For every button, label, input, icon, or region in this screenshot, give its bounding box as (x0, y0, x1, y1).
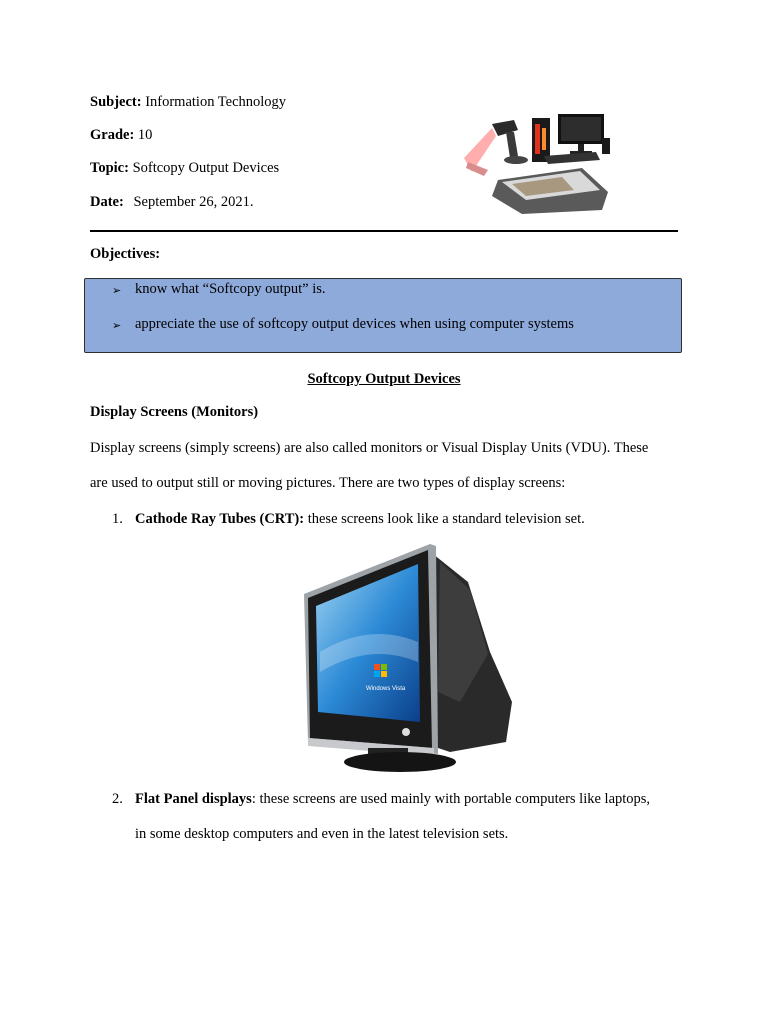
section-title: Softcopy Output Devices (307, 371, 461, 387)
paragraph-line-1: Display screens (simply screens) are also called monitors or Visual Display Units (VDU). These (90, 440, 649, 456)
date-label: Date: (90, 194, 124, 210)
subject-line (90, 94, 286, 111)
objective-item-1: know what “Softcopy output” is. (135, 281, 326, 297)
objective-item-2: appreciate the use of softcopy output devices when using computer systems (135, 316, 574, 332)
paragraph-line-2: are used to output still or moving pictures. There are two types of display screens: (90, 475, 566, 491)
objectives-heading: Objectives: (90, 246, 161, 262)
bullet-icon: ➢ (112, 285, 122, 297)
grade-value: 10 (137, 127, 153, 143)
grade-line (90, 127, 152, 144)
bullet-icon: ➢ (112, 320, 122, 332)
date-line (90, 194, 253, 211)
topic-value: Softcopy Output Devices (132, 160, 280, 176)
header-divider (90, 230, 678, 232)
crt-monitor-image (300, 542, 515, 774)
list-desc: these screens look like a standard television set. (304, 511, 585, 527)
section-subheading: Display Screens (Monitors) (90, 404, 259, 420)
grade-label: Grade: (90, 127, 135, 143)
crt-screen-text: Windows Vista (366, 686, 406, 692)
subject-label: Subject: (90, 94, 142, 110)
list-number: 2. (112, 791, 123, 807)
list-item-flat-panel-line-2: in some desktop computers and even in the latest television sets. (135, 826, 509, 842)
topic-label: Topic: (90, 160, 129, 176)
list-term: Cathode Ray Tubes (CRT): (135, 511, 305, 527)
list-item-crt (135, 511, 585, 528)
computer-peripherals-image (462, 110, 614, 218)
date-value: September 26, 2021. (133, 194, 254, 210)
list-number: 1. (112, 511, 123, 527)
list-term: Flat Panel displays (135, 791, 252, 807)
list-desc: : these screens are used mainly with portable computers like laptops, (251, 791, 651, 807)
topic-line (90, 160, 279, 177)
subject-value: Information Technology (145, 94, 287, 110)
list-item-flat-panel (135, 791, 650, 808)
